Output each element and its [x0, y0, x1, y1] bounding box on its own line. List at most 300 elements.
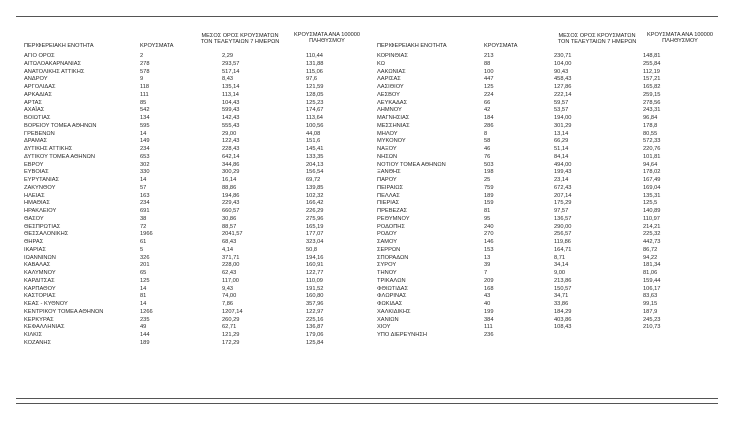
- cases-cell: 146: [484, 239, 494, 245]
- table-row: [0, 231, 367, 239]
- region-cell: ΣΠΟΡΑΔΩΝ: [377, 254, 409, 261]
- per100k-cell: 225,32: [643, 231, 661, 238]
- table-row: [367, 216, 734, 224]
- per100k-cell: 148,81: [643, 53, 661, 59]
- table-row: [0, 270, 367, 278]
- avg-cell: 301,29: [554, 122, 572, 129]
- avg-cell: 290,00: [554, 223, 572, 230]
- cases-cell: 330: [140, 169, 150, 176]
- avg-cell: 104,43: [222, 99, 240, 106]
- cases-cell: 14: [140, 177, 147, 183]
- table-row: [0, 301, 367, 309]
- region-cell: ΞΑΝΘΗΣ: [377, 169, 401, 176]
- region-cell: ΚΕΝΤΡΙΚΟΥ ΤΟΜΕΑ ΑΘΗΝΩΝ: [24, 308, 104, 315]
- avg-cell: 164,71: [554, 246, 572, 253]
- avg-cell: 53,57: [554, 107, 569, 114]
- table-row: [367, 185, 734, 193]
- region-cell: ΚΑΡΔΙΤΣΑΣ: [24, 277, 55, 284]
- avg-cell: 300,29: [222, 169, 240, 176]
- avg-cell: 97,57: [554, 208, 569, 214]
- cases-cell: 5: [140, 246, 144, 253]
- avg-cell: 136,57: [554, 215, 572, 222]
- avg-cell: 222,14: [554, 91, 572, 98]
- avg-cell: 230,71: [554, 53, 572, 59]
- avg-cell: 142,43: [222, 115, 240, 121]
- avg-cell: 194,86: [222, 192, 240, 199]
- avg-cell: 642,14: [222, 153, 240, 160]
- table-row: [367, 53, 734, 61]
- region-cell: ΣΑΜΟΥ: [377, 239, 398, 245]
- per100k-cell: 128,05: [306, 91, 324, 98]
- avg-cell: 150,57: [554, 285, 572, 292]
- avg-cell: 16,14: [222, 177, 237, 183]
- table-row: [367, 208, 734, 216]
- avg-cell: 113,14: [222, 91, 239, 98]
- avg-cell: 660,57: [222, 208, 240, 214]
- table-row: [367, 286, 734, 294]
- cases-cell: 286: [484, 122, 494, 129]
- per100k-cell: 135,31: [643, 192, 661, 199]
- table-row: [367, 107, 734, 115]
- avg-cell: 403,86: [554, 316, 572, 323]
- per100k-cell: 174,67: [306, 107, 324, 114]
- table-row: [367, 239, 734, 247]
- avg-cell: 59,57: [554, 99, 569, 106]
- region-cell: ΚΕΡΚΥΡΑΣ: [24, 316, 54, 323]
- avg-cell: 7,86: [222, 301, 234, 307]
- per100k-cell: 156,54: [306, 169, 324, 176]
- per100k-cell: 357,96: [306, 301, 324, 307]
- region-cell: ΝΟΤΙΟΥ ΤΟΜΕΑ ΑΘΗΝΩΝ: [377, 161, 446, 168]
- per100k-cell: 125,84: [306, 339, 324, 346]
- per100k-cell: 225,16: [306, 316, 324, 323]
- region-cell: ΔΥΤΙΚΟΥ ΤΟΜΕΑ ΑΘΗΝΩΝ: [24, 153, 95, 160]
- table-row: [367, 200, 734, 208]
- per100k-cell: 178,8: [643, 122, 658, 129]
- per100k-cell: 110,44: [306, 53, 323, 59]
- table-row: [0, 262, 367, 270]
- per100k-cell: 159,44: [643, 277, 661, 284]
- avg-cell: 2041,57: [222, 231, 243, 238]
- cases-cell: 58: [484, 138, 491, 145]
- per100k-cell: 112,19: [643, 68, 660, 75]
- region-cell: ΗΡΑΚΛΕΙΟΥ: [24, 208, 57, 214]
- table-row: [367, 278, 734, 286]
- per100k-cell: 245,23: [643, 316, 661, 323]
- avg-cell: 199,43: [554, 169, 572, 176]
- table-row: [0, 193, 367, 201]
- table-row: [0, 200, 367, 208]
- table-row: [367, 92, 734, 100]
- per100k-cell: 131,88: [306, 60, 324, 67]
- table-row: [367, 69, 734, 77]
- region-cell: ΤΡΙΚΑΛΩΝ: [377, 277, 406, 284]
- cases-cell: 14: [140, 301, 147, 307]
- cases-cell: 9: [140, 76, 144, 83]
- cases-cell: 759: [484, 184, 494, 191]
- per100k-cell: 181,34: [643, 262, 661, 269]
- table-row: [0, 247, 367, 255]
- region-cell: ΚΙΛΚΙΣ: [24, 332, 43, 338]
- per100k-cell: 81,06: [643, 270, 658, 276]
- avg-cell: 184,29: [554, 308, 572, 315]
- region-cell: ΦΘΙΩΤΙΔΑΣ: [377, 285, 408, 292]
- per100k-cell: 210,73: [643, 324, 661, 331]
- cases-cell: 168: [484, 285, 494, 292]
- left-header-per100k: [283, 32, 371, 44]
- cases-cell: 144: [140, 332, 150, 338]
- table-row: [0, 309, 367, 317]
- region-cell: ΕΥΡΥΤΑΝΙΑΣ: [24, 177, 60, 183]
- per100k-cell: 44,08: [306, 130, 321, 137]
- per100k-cell: 50,8: [306, 246, 318, 253]
- region-cell: ΛΑΚΩΝΙΑΣ: [377, 68, 406, 75]
- cases-cell: 46: [484, 146, 491, 152]
- table-row: [0, 324, 367, 332]
- cases-cell: 57: [140, 184, 147, 191]
- cases-cell: 234: [140, 200, 150, 207]
- region-cell: ΛΗΜΝΟΥ: [377, 107, 402, 114]
- region-cell: ΚΕΑΣ - ΚΥΘΝΟΥ: [24, 301, 68, 307]
- per100k-cell: 165,19: [306, 223, 324, 230]
- cases-cell: 2: [140, 53, 144, 59]
- avg-cell: 1207,14: [222, 308, 243, 315]
- region-cell: ΕΥΒΟΙΑΣ: [24, 169, 49, 176]
- region-cell: ΑΡΤΑΣ: [24, 99, 42, 106]
- cases-cell: 270: [484, 231, 494, 238]
- table-row: [367, 301, 734, 309]
- right-header-cases: ΚΡΟΥΣΜΑΤΑ: [484, 43, 518, 49]
- avg-cell: 51,14: [554, 146, 569, 152]
- per100k-cell: 97,6: [306, 76, 318, 83]
- cases-cell: 384: [484, 316, 494, 323]
- per100k-cell: 136,87: [306, 324, 324, 331]
- table-row: [0, 286, 367, 294]
- avg-cell: 4,14: [222, 246, 234, 253]
- cases-cell: 235: [140, 316, 150, 323]
- per100k-cell: 96,84: [643, 115, 658, 121]
- region-cell: ΜΑΓΝΗΣΙΑΣ: [377, 115, 410, 121]
- avg-cell: 62,71: [222, 324, 237, 331]
- per100k-cell: 177,07: [306, 231, 324, 238]
- avg-cell: 172,29: [222, 339, 240, 346]
- table-row: [0, 216, 367, 224]
- per100k-cell: 572,33: [643, 138, 661, 145]
- table-row: [367, 262, 734, 270]
- per100k-cell: 220,76: [643, 146, 661, 152]
- region-cell: ΜΕΣΣΗΝΙΑΣ: [377, 122, 410, 129]
- table-row: [367, 138, 734, 146]
- region-cell: ΕΒΡΟΥ: [24, 161, 44, 168]
- per100k-cell: 140,89: [643, 208, 661, 214]
- cases-cell: 199: [484, 308, 494, 315]
- region-cell: ΙΩΑΝΝΙΝΩΝ: [24, 254, 56, 261]
- table-row: [0, 53, 367, 61]
- cases-cell: 38: [140, 215, 147, 222]
- table-row: [367, 224, 734, 232]
- avg-cell: 119,86: [554, 239, 571, 245]
- avg-cell: 74,00: [222, 293, 237, 300]
- table-row: [0, 162, 367, 170]
- avg-cell: 207,14: [554, 192, 572, 199]
- avg-cell: 88,57: [222, 223, 237, 230]
- cases-cell: 14: [140, 130, 147, 137]
- cases-cell: 76: [484, 153, 491, 160]
- cases-cell: 134: [140, 115, 150, 121]
- table-row: [0, 239, 367, 247]
- cases-cell: 542: [140, 107, 150, 114]
- per100k-cell: 226,29: [306, 208, 324, 214]
- avg-cell: 228,00: [222, 262, 240, 269]
- avg-cell: 23,14: [554, 177, 569, 183]
- table-row: [367, 231, 734, 239]
- cases-cell: 81: [140, 293, 147, 300]
- per100k-cell: 169,04: [643, 184, 661, 191]
- avg-cell: 175,29: [554, 200, 572, 207]
- left-header-avg-line1: ΜΕΣΟΣ ΟΡΟΣ ΚΡΟΥΣΜΑΤΩΝ: [201, 33, 279, 39]
- cases-cell: 72: [140, 223, 147, 230]
- cases-cell: 1266: [140, 308, 153, 315]
- table-row: [0, 69, 367, 77]
- avg-cell: 8,43: [222, 76, 234, 83]
- region-cell: ΑΝΑΤΟΛΙΚΗΣ ΑΤΤΙΚΗΣ: [24, 68, 85, 75]
- per100k-cell: 187,9: [643, 308, 658, 315]
- region-cell: ΠΕΛΛΑΣ: [377, 192, 400, 199]
- avg-cell: 371,71: [222, 254, 240, 261]
- cases-cell: 43: [484, 293, 491, 300]
- per100k-cell: 101,81: [643, 153, 661, 160]
- cases-cell: 1966: [140, 231, 153, 238]
- cases-cell: 163: [140, 192, 150, 199]
- avg-cell: 66,29: [554, 138, 569, 145]
- per100k-cell: 100,56: [306, 122, 324, 129]
- per100k-cell: 125,5: [643, 200, 658, 207]
- per100k-cell: 194,16: [306, 254, 324, 261]
- region-cell: ΛΕΥΚΑΔΑΣ: [377, 99, 408, 106]
- table-row: [0, 169, 367, 177]
- per100k-cell: 121,59: [306, 84, 324, 90]
- avg-cell: 84,14: [554, 153, 569, 160]
- region-cell: ΚΑΒΑΛΑΣ: [24, 262, 51, 269]
- avg-cell: 599,43: [222, 107, 240, 114]
- region-cell: ΗΛΕΙΑΣ: [24, 192, 45, 199]
- per100k-cell: 442,73: [643, 239, 661, 245]
- cases-cell: 224: [484, 91, 494, 98]
- cases-cell: 189: [484, 192, 494, 199]
- table-row: [0, 293, 367, 301]
- avg-cell: 256,57: [554, 231, 572, 238]
- region-cell: ΛΕΣΒΟΥ: [377, 91, 400, 98]
- per100k-cell: 110,97: [643, 215, 660, 222]
- cases-cell: 125: [140, 277, 150, 284]
- per100k-cell: 69,72: [306, 177, 321, 183]
- avg-cell: 517,14: [222, 68, 240, 75]
- table-row: [367, 154, 734, 162]
- avg-cell: 344,86: [222, 161, 240, 168]
- cases-cell: 25: [484, 177, 491, 183]
- cases-cell: 595: [140, 122, 150, 129]
- cases-cell: 578: [140, 68, 150, 75]
- cases-cell: 111: [140, 91, 149, 98]
- table-row: [367, 247, 734, 255]
- table-row: [367, 193, 734, 201]
- region-cell: ΧΙΟΥ: [377, 324, 391, 331]
- left-header-avg: [190, 33, 290, 45]
- table-row: [367, 270, 734, 278]
- per100k-cell: 275,96: [306, 215, 324, 222]
- region-cell: ΒΟΙΩΤΙΑΣ: [24, 115, 51, 121]
- region-cell: ΑΡΚΑΔΙΑΣ: [24, 91, 52, 98]
- avg-cell: 9,43: [222, 285, 234, 292]
- left-header-avg-line2: ΤΟΝ ΤΕΛΕΥΤΑΙΩΝ 7 ΗΜΕΡΩΝ: [200, 39, 280, 45]
- left-header-per100k-line1: ΚΡΟΥΣΜΑΤΑ ΑΝΑ 100000: [294, 32, 360, 38]
- per100k-cell: 110,09: [306, 277, 323, 284]
- region-cell: ΝΗΣΩΝ: [377, 153, 398, 160]
- table-row: [0, 107, 367, 115]
- cases-cell: 278: [140, 60, 150, 67]
- avg-cell: 135,14: [222, 84, 240, 90]
- region-cell: ΧΑΛΚΙΔΙΚΗΣ: [377, 308, 411, 315]
- right-header-per100k-line1: ΚΡΟΥΣΜΑΤΑ ΑΝΑ 100000: [647, 32, 713, 38]
- per100k-cell: 214,21: [643, 223, 661, 230]
- avg-cell: 34,71: [554, 293, 569, 300]
- region-cell: ΣΥΡΟΥ: [377, 262, 397, 269]
- table-row: [0, 317, 367, 325]
- table-row: [0, 61, 367, 69]
- table-row: [367, 146, 734, 154]
- region-cell: ΠΑΡΟΥ: [377, 177, 397, 183]
- avg-cell: 68,43: [222, 239, 237, 245]
- avg-cell: 13,14: [554, 130, 569, 137]
- cases-cell: 118: [140, 84, 150, 90]
- region-cell: ΤΗΝΟΥ: [377, 270, 397, 276]
- avg-cell: 8,71: [554, 254, 566, 261]
- per100k-cell: 102,32: [306, 192, 324, 199]
- cases-cell: 653: [140, 153, 150, 160]
- table-row: [0, 255, 367, 263]
- right-header-region: ΠΕΡΙΦΕΡΕΙΑΚΗ ΕΝΟΤΗΤΑ: [377, 43, 447, 49]
- cases-cell: 42: [484, 107, 491, 114]
- right-header-per100k-line2: ΠΛΗΘΥΣΜΟΥ: [662, 38, 698, 44]
- region-cell: ΑΙΤΩΛΟΑΚΑΡΝΑΝΙΑΣ: [24, 60, 82, 67]
- table-row: [367, 255, 734, 263]
- per100k-cell: 243,31: [643, 107, 661, 114]
- per100k-cell: 83,63: [643, 293, 658, 300]
- region-cell: ΚΩ: [377, 60, 386, 67]
- per100k-cell: 145,41: [306, 146, 324, 152]
- per100k-cell: 323,04: [306, 239, 324, 245]
- table-row: [0, 92, 367, 100]
- avg-cell: 122,43: [222, 138, 240, 145]
- region-cell: ΑΧΑΪΑΣ: [24, 107, 45, 114]
- cases-cell: 149: [140, 138, 150, 145]
- cases-cell: 85: [140, 99, 147, 106]
- table-row: [0, 154, 367, 162]
- table-row: [367, 309, 734, 317]
- bottom-rule-double: [16, 403, 718, 404]
- avg-cell: 555,43: [222, 122, 240, 129]
- cases-cell: 13: [484, 254, 491, 261]
- avg-cell: 229,43: [222, 200, 240, 207]
- table-row: [367, 100, 734, 108]
- cases-cell: 159: [484, 200, 494, 207]
- table-row: [367, 131, 734, 139]
- region-cell: ΦΩΚΙΔΑΣ: [377, 301, 403, 307]
- top-rule: [16, 16, 718, 17]
- per100k-cell: 122,97: [306, 308, 324, 315]
- per100k-cell: 86,72: [643, 246, 658, 253]
- region-cell: ΚΑΡΠΑΘΟΥ: [24, 285, 56, 292]
- region-cell: ΑΓΙΟ ΟΡΟΣ: [24, 53, 55, 59]
- table-row: [367, 169, 734, 177]
- per100k-cell: 179,06: [306, 332, 324, 338]
- table-row: [367, 76, 734, 84]
- cases-cell: 88: [484, 60, 491, 67]
- region-cell: ΡΟΔΟΠΗΣ: [377, 223, 405, 230]
- right-header-avg-line1: ΜΕΣΟΣ ΟΡΟΣ ΚΡΟΥΣΜΑΤΩΝ: [558, 33, 636, 39]
- table-row: [367, 324, 734, 332]
- table-row: [367, 84, 734, 92]
- region-cell: ΣΕΡΡΩΝ: [377, 246, 401, 253]
- cases-cell: 236: [484, 332, 494, 338]
- per100k-cell: 133,35: [306, 153, 324, 160]
- region-cell: ΡΕΘΥΜΝΟΥ: [377, 215, 410, 222]
- region-cell: ΠΡΕΒΕΖΑΣ: [377, 208, 408, 214]
- region-cell: ΧΑΝΙΩΝ: [377, 316, 399, 323]
- right-table-body: [367, 53, 734, 340]
- table-row: [0, 177, 367, 185]
- table-row: [0, 76, 367, 84]
- region-cell: ΔΡΑΜΑΣ: [24, 138, 48, 145]
- cases-cell: 40: [484, 301, 491, 307]
- region-cell: ΦΛΩΡΙΝΑΣ: [377, 293, 407, 300]
- avg-cell: 228,43: [222, 146, 240, 152]
- table-row: [367, 177, 734, 185]
- cases-cell: 503: [484, 161, 494, 168]
- table-row: [367, 61, 734, 69]
- avg-cell: 194,00: [554, 115, 572, 121]
- region-cell: ΚΑΛΥΜΝΟΥ: [24, 270, 56, 276]
- per100k-cell: 160,80: [306, 293, 324, 300]
- avg-cell: 90,43: [554, 68, 569, 75]
- region-cell: ΚΑΣΤΟΡΙΑΣ: [24, 293, 56, 300]
- table-row: [367, 332, 734, 340]
- cases-cell: 49: [140, 324, 147, 331]
- cases-cell: 302: [140, 161, 150, 168]
- avg-cell: 104,00: [554, 60, 572, 67]
- cases-cell: 691: [140, 208, 150, 214]
- per100k-cell: 157,21: [643, 76, 661, 83]
- avg-cell: 108,43: [554, 324, 572, 331]
- table-row: [367, 115, 734, 123]
- region-cell: ΑΡΓΟΛΙΔΑΣ: [24, 84, 56, 90]
- avg-cell: 458,43: [554, 76, 572, 83]
- per100k-cell: 166,42: [306, 200, 324, 207]
- per100k-cell: 80,55: [643, 130, 658, 137]
- region-cell: ΚΕΦΑΛΛΗΝΙΑΣ: [24, 324, 65, 331]
- region-cell: ΘΑΣΟΥ: [24, 215, 44, 222]
- avg-cell: 260,29: [222, 316, 240, 323]
- per100k-cell: 259,15: [643, 91, 661, 98]
- region-cell: ΙΚΑΡΙΑΣ: [24, 246, 46, 253]
- cases-cell: 240: [484, 223, 494, 230]
- table-row: [0, 84, 367, 92]
- cases-cell: 81: [484, 208, 491, 214]
- table-row: [0, 332, 367, 340]
- region-cell: ΗΜΑΘΙΑΣ: [24, 200, 50, 207]
- region-cell: ΛΑΡΙΣΑΣ: [377, 76, 401, 83]
- region-cell: ΘΕΣΠΡΩΤΙΑΣ: [24, 223, 61, 230]
